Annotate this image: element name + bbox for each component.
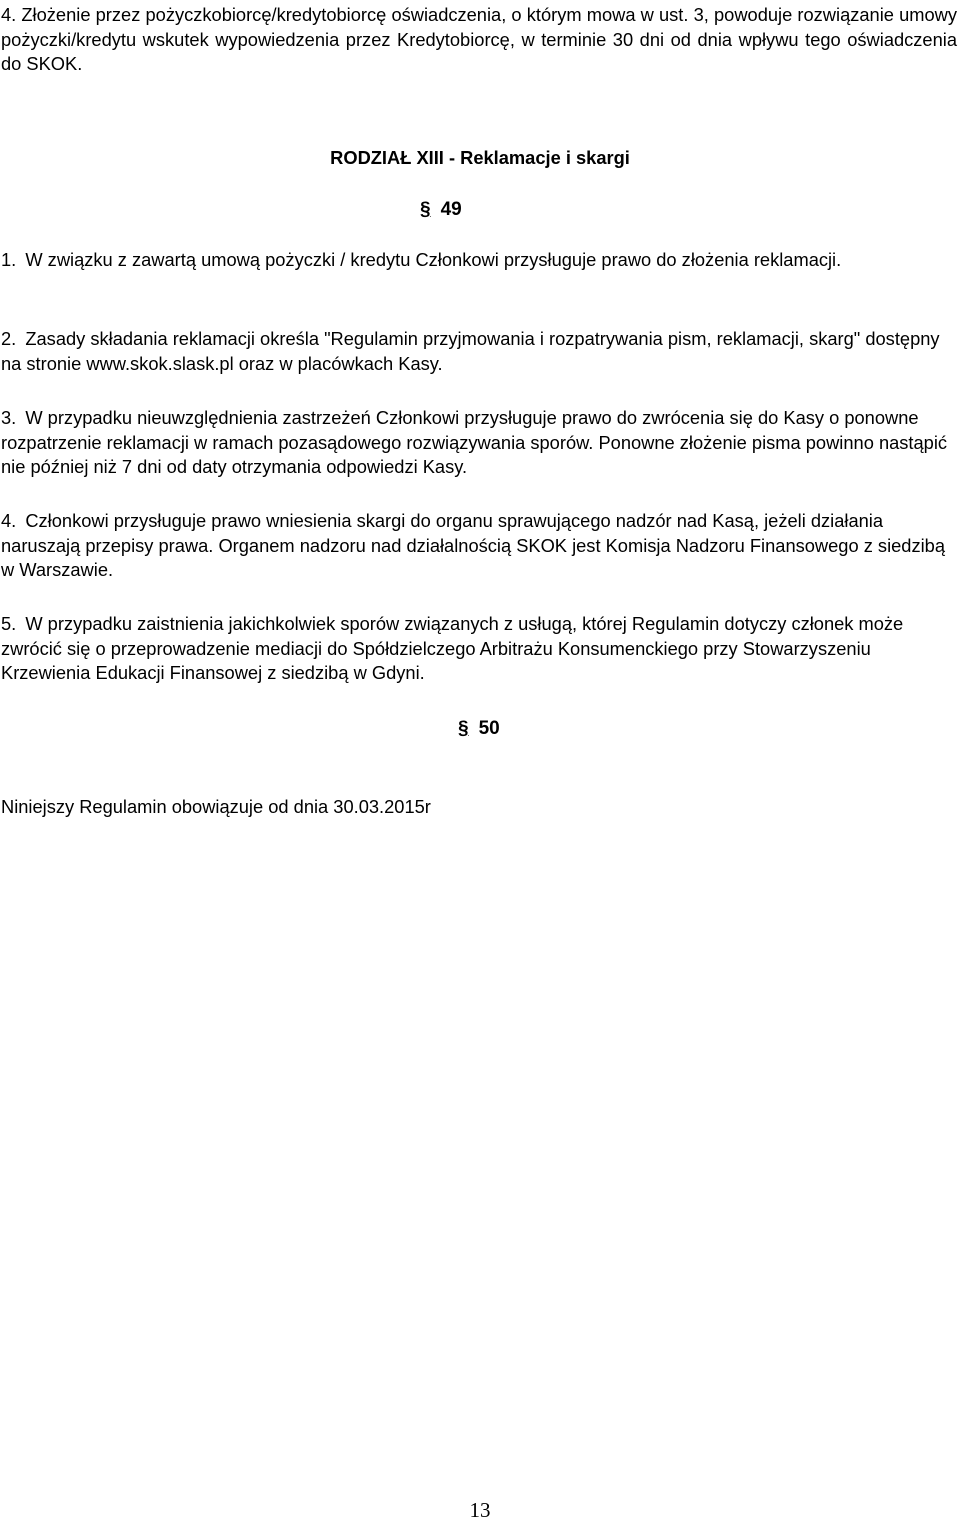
item-text: Członkowi przysługuje prawo wniesienia skargi do organu sprawującego nadzór nad Kasą, jeżeli działania naruszają przepisy prawa. Organem nadzoru nad działalnością SKOK jest Komisja Nadzoru Finansowego z siedzibą w Warszawie. [1, 510, 946, 580]
item-text: Zasady składania reklamacji określa "Regulamin przyjmowania i rozpatrywania pism, reklamacji, skarg" dostępny na stronie www.skok.slask.pl oraz w placówkach Kasy. [1, 328, 940, 374]
section-49-item-3 [1, 406, 957, 480]
section-49-number: 49 [440, 199, 462, 220]
page-number: 13 [469, 1498, 491, 1522]
section-sign: § [420, 199, 431, 220]
item-number: 2. [1, 328, 17, 349]
item-number: 5. [1, 613, 17, 634]
intro-paragraph: 4. Złożenie przez pożyczkobiorcę/kredytobiorcę oświadczenia, o którym mowa w ust. 3, powoduje rozwiązanie umowy pożyczki/kredytu wskutek wypowiedzenia przez Kredytobiorcę, w terminie 30 dni od dnia wpływu tego oświadczenia do SKOK. [1, 4, 957, 74]
item-number: 1. [1, 249, 17, 270]
effective-date-paragraph: Niniejszy Regulamin obowiązuje od dnia 30.03.2015r [1, 796, 431, 817]
section-49-heading [420, 198, 462, 223]
item-number: 3. [1, 407, 17, 428]
section-sign: § [458, 718, 469, 739]
item-number: 4. [1, 510, 17, 531]
section-49-item-2 [1, 327, 957, 376]
item-text: W przypadku zaistnienia jakichkolwiek sporów związanych z usługą, której Regulamin dotyczy członek może zwrócić się o przeprowadzenie mediacji do Spółdzielczego Arbitrażu Konsumenckiego przy Stowarzyszeniu Krzewienia Edukacji Finansowej z siedzibą w Gdyni. [1, 613, 904, 683]
section-49-item-1 [1, 248, 957, 273]
item-text: W związku z zawartą umową pożyczki / kredytu Członkowi przysługuje prawo do złożenia reklamacji. [25, 249, 842, 270]
section-50-number: 50 [478, 718, 500, 739]
item-text: W przypadku nieuwzględnienia zastrzeżeń Członkowi przysługuje prawo do zwrócenia się do Kasy o ponowne rozpatrzenie reklamacji w ramach pozasądowego rozwiązywania sporów. Ponowne złożenie pisma powinno nastąpić nie później niż 7 dni od daty otrzymania odpowiedzi Kasy. [1, 407, 948, 477]
section-49-item-5 [1, 612, 957, 686]
section-50-heading [458, 717, 500, 742]
chapter-title: RODZIAŁ XIII - Reklamacje i skargi [330, 147, 630, 168]
section-49-item-4 [1, 509, 957, 583]
